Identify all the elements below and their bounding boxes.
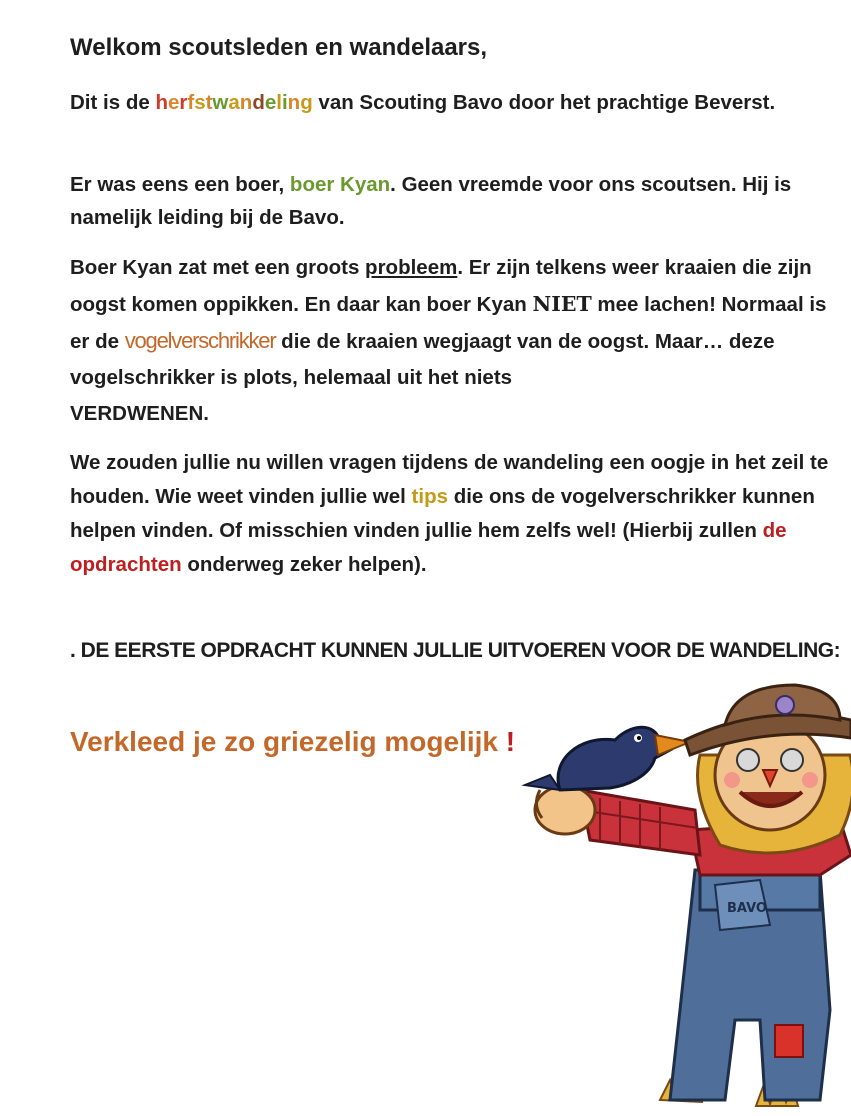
story-text: We zouden jullie nu willen vragen tijdens de wandeling een oogje in het zeil te houden. Wie weet vinden jullie wel (70, 451, 829, 508)
story-text: mee lachen! Normaal is er de (70, 293, 827, 353)
story-text: die ons de vogelverschrikker kunnen helpen vinden. Of misschien vinden jullie hem zelfs wel! (Hierbij zullen (70, 485, 815, 542)
scarecrow-with-crow-illustration (520, 680, 851, 1116)
first-task-heading: . DE EERSTE OPDRACHT KUNNEN JULLIE UITVOEREN VOOR DE WANDELING: (70, 639, 841, 662)
story-text: onderweg zeker helpen). (181, 553, 427, 576)
verdwenen-emphasis: VERDWENEN. (70, 402, 209, 425)
greeting-heading: Welkom scoutsleden en wandelaars, (70, 34, 488, 61)
vogelverschrikker-highlight: vogelverschrikker (124, 328, 276, 353)
intro-text-before: Dit is de (70, 91, 156, 114)
intro-text-after: van Scouting Bavo door het prachtige Beverst. (312, 91, 776, 114)
task-exclamation: ! (505, 726, 516, 757)
story-paragraph-farmer (70, 168, 845, 234)
hand-icon (535, 786, 595, 834)
crow-icon (525, 727, 690, 790)
bavo-label: BAVO (727, 901, 767, 916)
story-paragraph-request (70, 446, 845, 582)
tips-highlight: tips (411, 485, 448, 508)
task-instruction-text: Verkleed je zo griezelig mogelijk (70, 726, 498, 757)
herfstwandeling-highlight: herfstwandeling (155, 91, 313, 114)
story-text: . Er zijn telkens weer kraaien die zijn oogst komen oppikken. En daar kan boer Kyan (70, 256, 812, 316)
opdrachten-highlight: de opdrachten (70, 519, 787, 576)
story-text: . Geen vreemde voor ons scoutsen. Hij is namelijk leiding bij de Bavo. (70, 173, 792, 229)
intro-paragraph (70, 86, 845, 119)
story-paragraph-problem (70, 250, 845, 432)
story-text: die de kraaien wegjaagt van de oogst. Maar… deze vogelschrikker is plots, helemaal uit het niets (70, 330, 775, 389)
story-text: Boer Kyan zat met een groots (70, 256, 366, 279)
story-text: Er was eens een boer, (70, 173, 290, 196)
probleem-underlined: probleem (365, 256, 458, 279)
boer-kyan-highlight: boer Kyan (289, 173, 391, 196)
niet-emphasis: NIET (532, 292, 592, 316)
